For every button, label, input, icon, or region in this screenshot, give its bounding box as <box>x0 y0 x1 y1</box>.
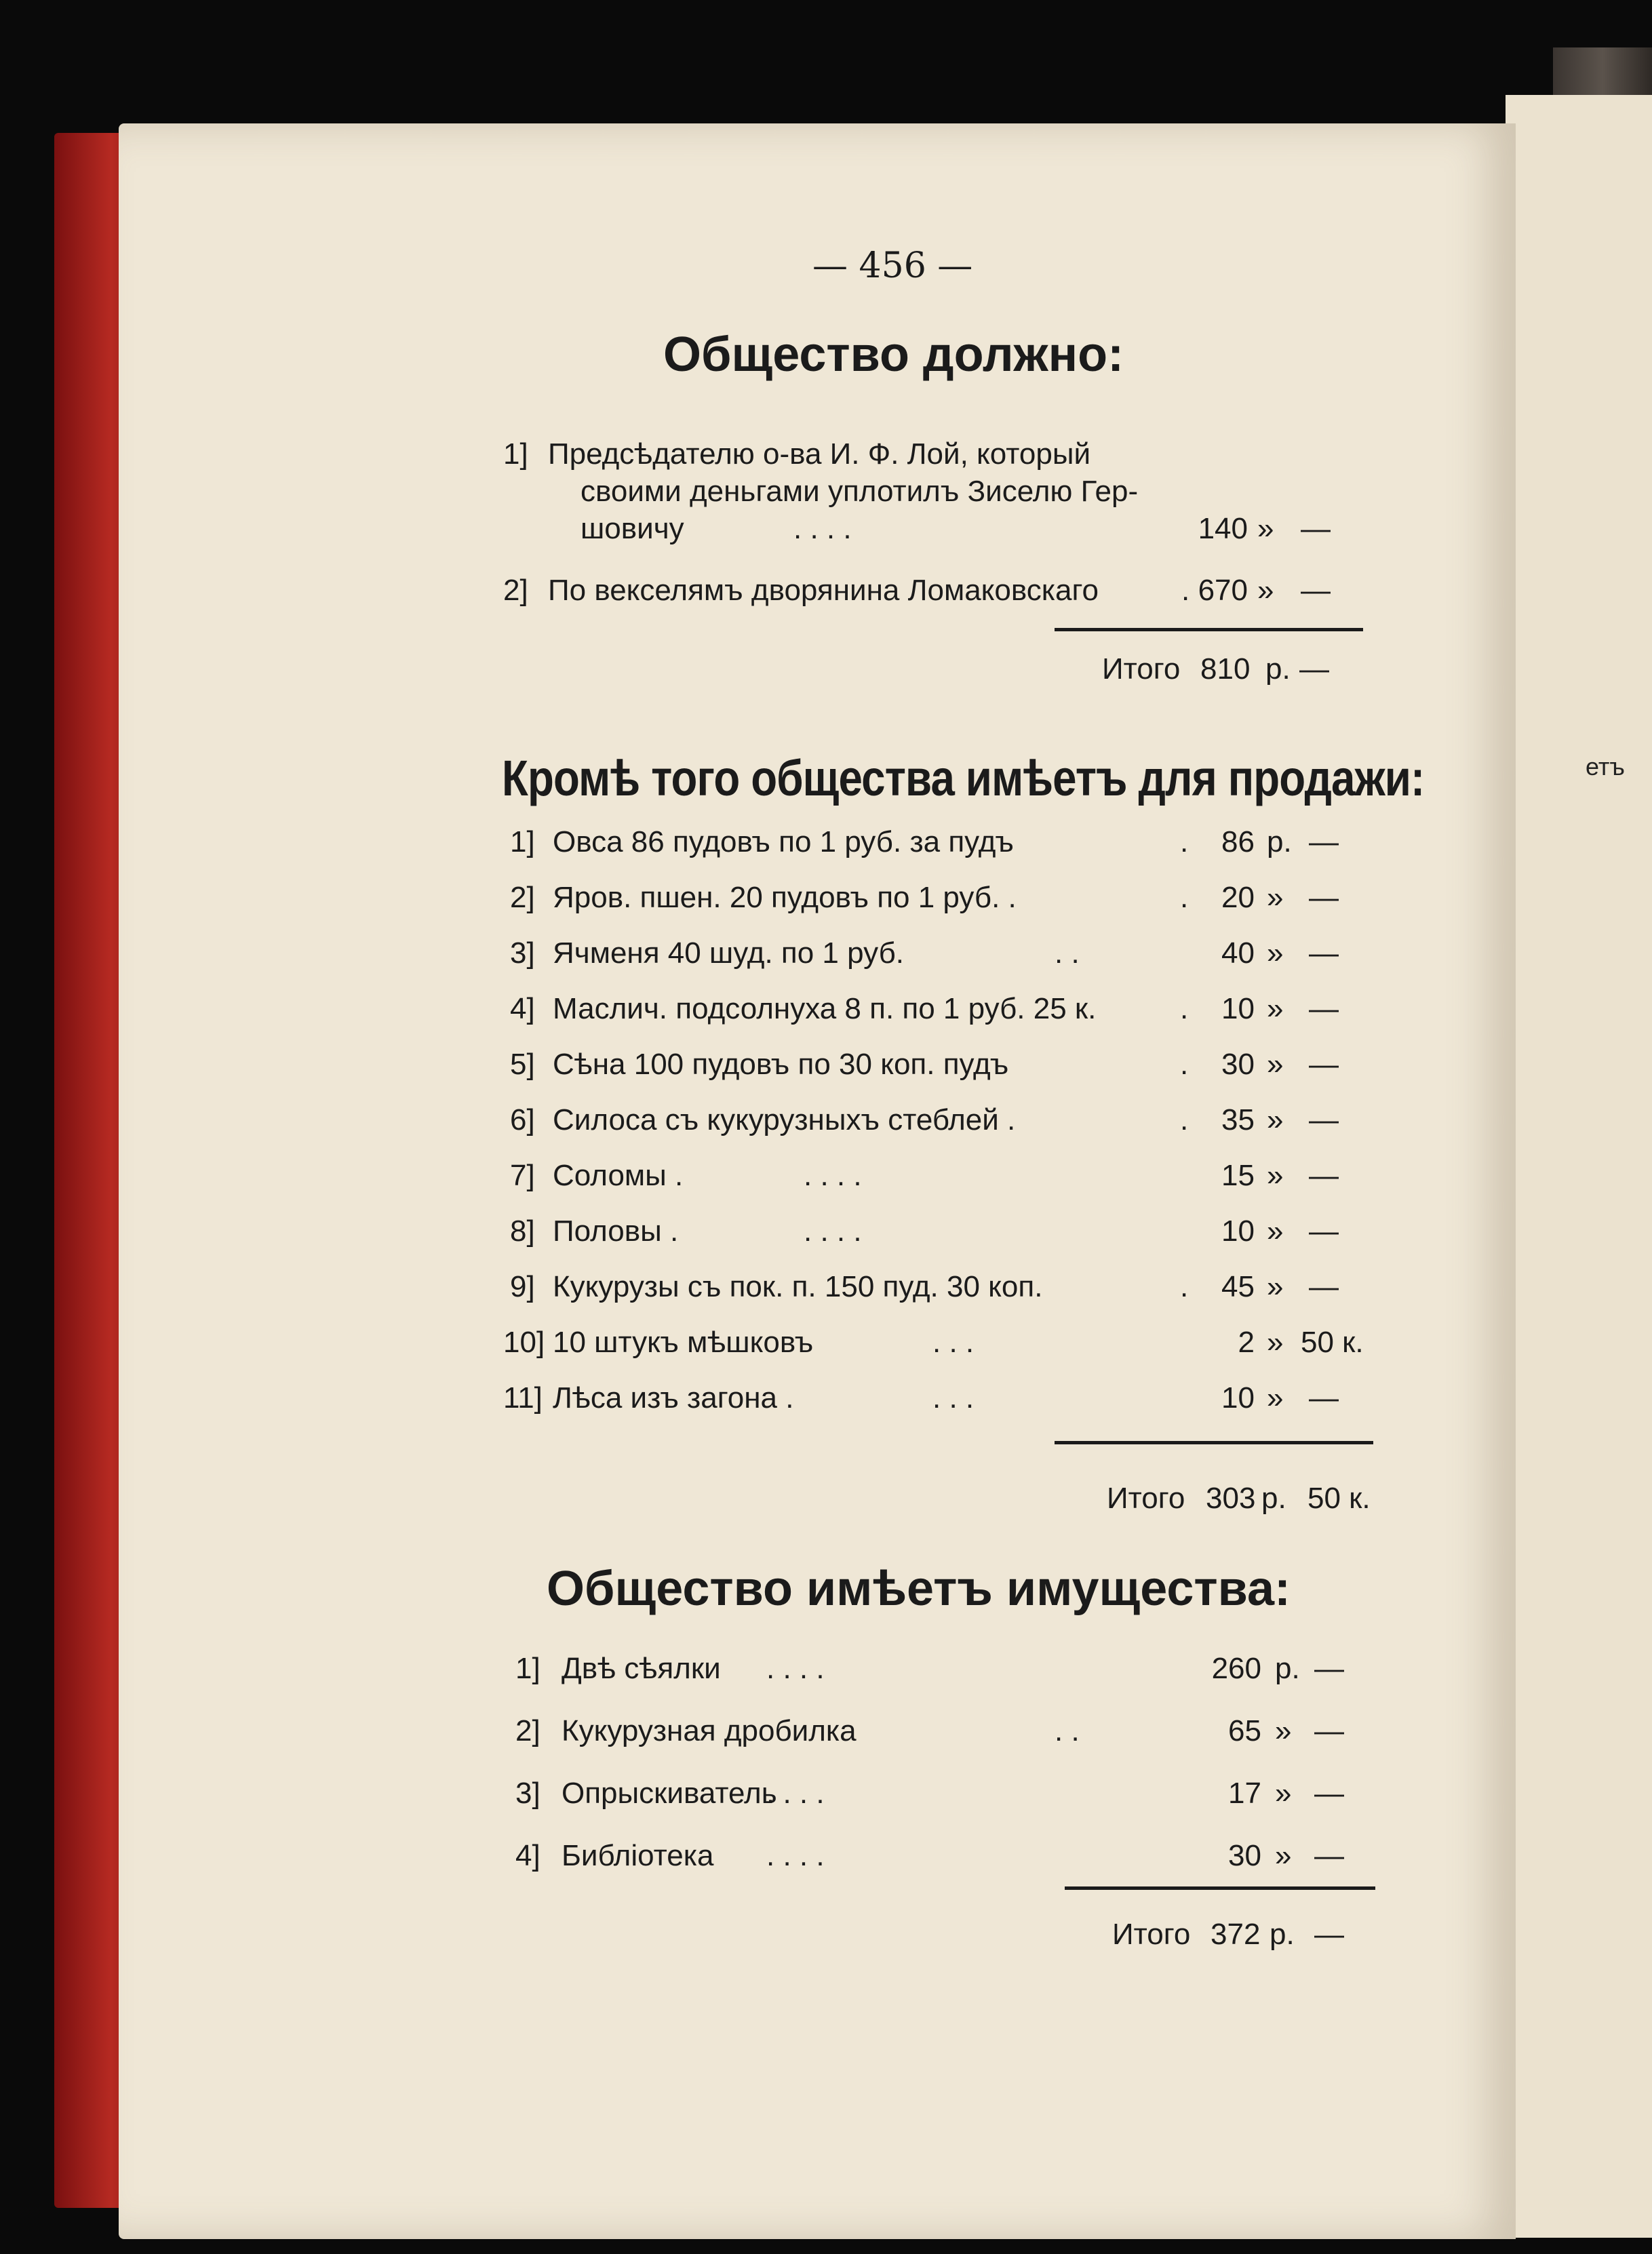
row-text: Овса 86 пудовъ по 1 руб. за пудъ <box>553 825 1014 858</box>
row-amount: 670 <box>1198 574 1248 607</box>
row-unit: » <box>1267 936 1284 970</box>
row-unit: р. <box>1275 1652 1300 1685</box>
row-amount: 10 <box>1221 1381 1255 1415</box>
row-leader-dots: . . . . <box>793 512 852 545</box>
section-title-for-sale: Кромѣ того общества имѣетъ для продажи: <box>502 750 1425 806</box>
row-amount: 20 <box>1221 881 1255 914</box>
row-kopecks: — <box>1309 1381 1339 1415</box>
row-amount: 35 <box>1221 1103 1255 1136</box>
row-unit: » <box>1275 1839 1292 1872</box>
row-unit: » <box>1267 1381 1284 1415</box>
total-sale-label: Итого <box>1107 1482 1185 1515</box>
row-text: Предсѣдателю о-ва И. Ф. Лой, который <box>548 437 1091 471</box>
row-index: 2] <box>515 1714 540 1747</box>
row-kopecks: — <box>1314 1714 1344 1747</box>
facing-page <box>1506 95 1652 2238</box>
row-unit: » <box>1267 992 1284 1025</box>
row-index: 3] <box>510 936 535 970</box>
row-kopecks: — <box>1314 1652 1344 1685</box>
row-leader-dots: . . . <box>932 1381 975 1415</box>
row-index: 1] <box>510 825 535 858</box>
row-index: 2] <box>503 574 528 607</box>
row-unit: » <box>1267 1326 1284 1359</box>
page-number: — 456 — <box>812 245 973 286</box>
section-title-owes: Общество должно: <box>663 328 1124 382</box>
total-prop-kopecks: — <box>1314 1918 1344 1951</box>
row-text: Маслич. подсолнуха 8 п. по 1 руб. 25 к. <box>553 992 1097 1025</box>
row-amount: 17 <box>1228 1777 1261 1810</box>
row-leader-dots: . . . . <box>766 1777 825 1810</box>
row-kopecks: — <box>1309 825 1339 858</box>
row-text: Библiотека <box>562 1839 714 1872</box>
row-unit: » <box>1275 1714 1292 1747</box>
row-text: Сѣна 100 пудовъ по 30 коп. пудъ <box>553 1048 1009 1081</box>
row-amount: 140 <box>1198 512 1248 545</box>
total-prop-label: Итого <box>1112 1918 1191 1951</box>
row-index: 7] <box>510 1159 535 1192</box>
row-unit: » <box>1267 1270 1284 1303</box>
row-index: 1] <box>503 437 528 471</box>
row-index: 11] <box>503 1381 543 1415</box>
row-kopecks: — <box>1301 574 1331 607</box>
row-amount: 10 <box>1221 1214 1255 1248</box>
row-leader-dots: . <box>1180 1270 1189 1303</box>
row-index: 9] <box>510 1270 535 1303</box>
row-index: 4] <box>510 992 535 1025</box>
row-text: своими деньгами уплотилъ Зиселю Гер- <box>581 475 1139 508</box>
row-text: Яров. пшен. 20 пудовъ по 1 руб. . <box>553 881 1017 914</box>
row-kopecks: — <box>1309 1103 1339 1136</box>
row-leader-dots: . . . . <box>766 1839 825 1872</box>
row-amount: 65 <box>1228 1714 1261 1747</box>
row-leader-dots: . <box>1180 1048 1189 1081</box>
row-kopecks: — <box>1314 1839 1344 1872</box>
row-leader-dots: . . . <box>932 1326 975 1359</box>
row-amount: 45 <box>1221 1270 1255 1303</box>
total-sale-amount: 303 <box>1206 1482 1256 1515</box>
row-index: 3] <box>515 1777 540 1810</box>
row-unit: » <box>1267 1159 1284 1192</box>
row-unit: » <box>1267 881 1284 914</box>
row-leader-dots: . . . . <box>804 1214 862 1248</box>
row-index: 1] <box>515 1652 540 1685</box>
total-owes-unit: р. <box>1265 652 1291 686</box>
row-text: Двѣ сѣялки <box>562 1652 721 1685</box>
row-unit: » <box>1267 1048 1284 1081</box>
row-amount: 10 <box>1221 992 1255 1025</box>
row-leader-dots: . <box>1181 574 1190 607</box>
facing-page-fragment: етъ <box>1586 753 1625 780</box>
row-index: 6] <box>510 1103 535 1136</box>
row-amount: 40 <box>1221 936 1255 970</box>
row-unit: » <box>1257 574 1274 607</box>
section-title-property: Общество имѣетъ имущества: <box>547 1562 1291 1616</box>
row-index: 5] <box>510 1048 535 1081</box>
row-text: Опрыскиватель <box>562 1777 777 1810</box>
row-text: Кукурузы съ пок. п. 150 пуд. 30 коп. <box>553 1270 1043 1303</box>
row-text: Лѣса изъ загона . <box>553 1381 794 1415</box>
row-unit: » <box>1267 1214 1284 1248</box>
row-unit: » <box>1257 512 1274 545</box>
row-leader-dots: . . <box>1055 936 1080 970</box>
row-kopecks: — <box>1309 936 1339 970</box>
total-owes-amount: 810 <box>1200 652 1251 686</box>
row-unit: » <box>1267 1103 1284 1136</box>
row-index: 10] <box>503 1326 545 1359</box>
row-index: 2] <box>510 881 535 914</box>
row-leader-dots: . . <box>1055 1714 1080 1747</box>
row-amount: 30 <box>1221 1048 1255 1081</box>
row-unit: р. <box>1267 825 1292 858</box>
row-kopecks: — <box>1309 1048 1339 1081</box>
row-unit: » <box>1275 1777 1292 1810</box>
row-text: шовичу <box>581 512 684 545</box>
row-leader-dots: . <box>1180 825 1189 858</box>
row-text: 10 штукъ мѣшковъ <box>553 1326 814 1359</box>
row-amount: 260 <box>1211 1652 1261 1685</box>
total-prop-amount: 372 <box>1211 1918 1261 1951</box>
total-prop-unit: р. <box>1270 1918 1295 1951</box>
row-kopecks: — <box>1309 1214 1339 1248</box>
row-leader-dots: . <box>1180 1103 1189 1136</box>
row-kopecks: — <box>1309 1159 1339 1192</box>
total-sale-unit: р. <box>1261 1482 1286 1515</box>
row-index: 4] <box>515 1839 540 1872</box>
row-text: Ячменя 40 шуд. по 1 руб. <box>553 936 905 970</box>
row-leader-dots: . . . . <box>766 1652 825 1685</box>
row-amount: 30 <box>1228 1839 1261 1872</box>
row-leader-dots: . . . . <box>804 1159 862 1192</box>
row-text: Соломы . <box>553 1159 684 1192</box>
total-rule-property <box>1065 1886 1375 1890</box>
row-text: Силоса съ кукурузныхъ стеблей . <box>553 1103 1016 1136</box>
total-owes-label: Итого <box>1102 652 1181 686</box>
row-kopecks: — <box>1309 1270 1339 1303</box>
row-text: Кукурузная дробилка <box>562 1714 857 1747</box>
row-kopecks: — <box>1314 1777 1344 1810</box>
row-leader-dots: . <box>1180 881 1189 914</box>
row-kopecks: — <box>1301 512 1331 545</box>
row-amount: 2 <box>1238 1326 1255 1359</box>
row-kopecks: 50 к. <box>1301 1326 1364 1359</box>
total-rule-owes <box>1055 628 1363 631</box>
row-text: По векселямъ дворянина Ломаковскаго <box>548 574 1099 607</box>
total-owes-kopecks: — <box>1299 652 1329 686</box>
row-amount: 86 <box>1221 825 1255 858</box>
row-kopecks: — <box>1309 881 1339 914</box>
row-leader-dots: . <box>1180 992 1189 1025</box>
total-rule-sale <box>1055 1441 1373 1444</box>
row-index: 8] <box>510 1214 535 1248</box>
row-kopecks: — <box>1309 992 1339 1025</box>
row-amount: 15 <box>1221 1159 1255 1192</box>
total-sale-kopecks: 50 к. <box>1307 1482 1371 1515</box>
row-text: Половы . <box>553 1214 679 1248</box>
